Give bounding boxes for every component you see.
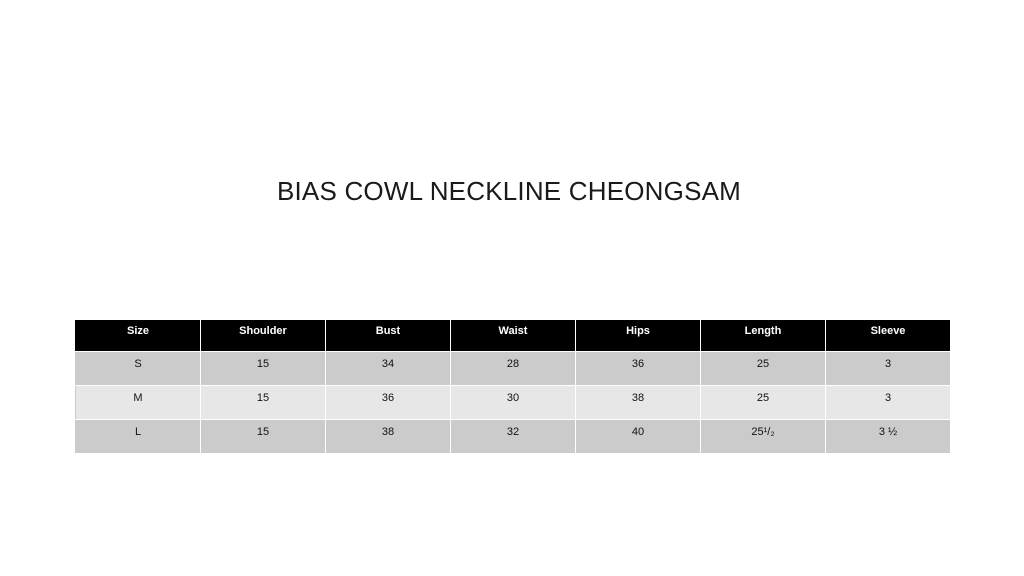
- table-row-s: [76, 352, 951, 386]
- table-cell: 3 ½: [826, 420, 951, 454]
- table-cell: L: [76, 420, 201, 454]
- column-header-size: Size: [76, 320, 201, 352]
- column-header-length: Length: [701, 320, 826, 352]
- table-row-m: [76, 386, 951, 420]
- table-cell: 3: [826, 386, 951, 420]
- column-header-bust: Bust: [326, 320, 451, 352]
- table-cell: 30: [451, 386, 576, 420]
- table-cell: 25: [701, 352, 826, 386]
- size-chart-table: [75, 319, 951, 454]
- table-header-row: [76, 320, 951, 352]
- table-cell: 40: [576, 420, 701, 454]
- table-cell: S: [76, 352, 201, 386]
- table-cell: 15: [201, 420, 326, 454]
- table-cell: 36: [326, 386, 451, 420]
- table-cell: 36: [576, 352, 701, 386]
- page-title: BIAS COWL NECKLINE CHEONGSAM: [276, 176, 742, 206]
- table-cell: 28: [451, 352, 576, 386]
- table-cell: 15: [201, 386, 326, 420]
- column-header-sleeve: Sleeve: [826, 320, 951, 352]
- table-cell: 38: [576, 386, 701, 420]
- table-cell: M: [76, 386, 201, 420]
- table-cell: 15: [201, 352, 326, 386]
- column-header-waist: Waist: [451, 320, 576, 352]
- table-row-l: [76, 420, 951, 454]
- column-header-hips: Hips: [576, 320, 701, 352]
- table-cell: 32: [451, 420, 576, 454]
- column-header-shoulder: Shoulder: [201, 320, 326, 352]
- table-cell: 3: [826, 352, 951, 386]
- table-cell: 25¹/₂: [701, 420, 826, 454]
- table-cell: 34: [326, 352, 451, 386]
- table-cell: 25: [701, 386, 826, 420]
- table-cell: 38: [326, 420, 451, 454]
